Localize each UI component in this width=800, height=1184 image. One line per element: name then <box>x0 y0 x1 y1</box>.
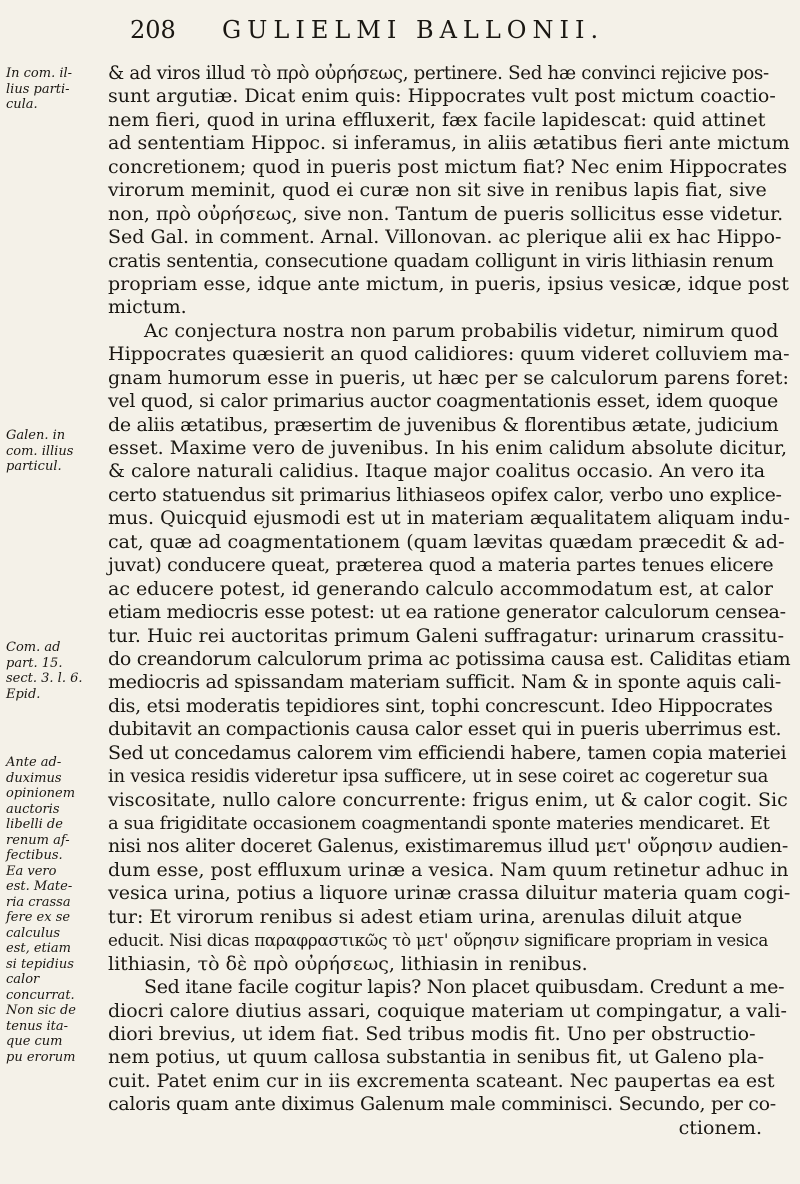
margin-note-line: concurrat. <box>6 987 75 1003</box>
text-line: vel quod, si calor primarius auctor coagmentationis esset, idem quoque <box>108 390 778 413</box>
margin-note-line: ria crassa <box>6 894 71 910</box>
text-line: nisi nos aliter doceret Galenus, existimaremus illud μετ' οὔρησιν audien- <box>108 835 788 858</box>
text-line: virorum meminit, quod ei curæ non sit sive in renibus lapis fiat, sive <box>108 179 767 202</box>
margin-note-line: fectibus. <box>6 848 63 863</box>
margin-note-line: est, etiam <box>6 941 72 956</box>
margin-note-line: lius parti- <box>6 81 70 97</box>
text-line: esset. Maxime vero de juvenibus. In his enim calidum absolute dicitur, <box>108 437 788 459</box>
text-line: propriam esse, idque ante mictum, in pueris, ipsius vesicæ, idque post <box>108 272 789 295</box>
margin-note-line: pu erorum <box>6 1049 76 1065</box>
text-line: de aliis ætatibus, præsertim de juvenibus & florentibus ætate, judicium <box>108 413 779 436</box>
text-line: dubitavit an compactionis causa calor esset qui in pueris uberrimus est. <box>108 718 782 741</box>
text-line: dum esse, post effluxum urinæ a vesica. Nam quum retinetur adhuc in <box>108 858 789 881</box>
running-head: GULIELMI BALLONII. <box>222 16 605 44</box>
margin-note <box>6 755 112 1065</box>
margin-note-line: calculus <box>6 925 61 941</box>
text-line: cuit. Patet enim cur in iis excrementa scateant. Nec paupertas ea est <box>108 1069 775 1092</box>
text-line: a sua frigiditate occasionem coagmentandi sponte materies mendicaret. Et <box>108 813 770 834</box>
text-line: non, πρὸ οὐρήσεως, sive non. Tantum de pueris sollicitus esse videtur. <box>108 202 784 225</box>
text-line: gnam humorum esse in pueris, ut hæc per se calculorum parens foret: <box>108 366 789 389</box>
margin-note-line: est. Mate- <box>6 879 73 894</box>
margin-note-line: Ea vero <box>6 863 57 879</box>
text-line: ad sententiam Hippoc. si inferamus, in aliis ætatibus fieri ante mictum <box>108 132 790 155</box>
margin-note-line: Epid. <box>6 686 41 702</box>
text-line: sunt argutiæ. Dicat enim quis: Hippocrates vult post mictum coactio- <box>108 85 776 108</box>
text-line: lithiasin, τὸ δὲ πρὸ οὐρήσεως, lithiasin in renibus. <box>108 952 588 975</box>
text-line: Sed itane facile cogitur lapis? Non placet quibusdam. Credunt a me- <box>144 976 785 999</box>
margin-note-line: Com. ad <box>6 640 61 655</box>
margin-note-line: part. 15. <box>6 655 63 671</box>
margin-note-line: tenus ita- <box>6 1018 68 1034</box>
margin-note-line: calor <box>6 972 40 987</box>
text-line: & calore naturali calidius. Itaque major coalitus occasio. An vero ita <box>108 460 766 483</box>
text-line: mus. Quicquid ejusmodi est ut in materiam æqualitatem aliquam indu- <box>108 507 790 530</box>
text-line: etiam mediocris esse potest: ut ea ratione generator calculorum censea- <box>108 601 786 624</box>
margin-note <box>6 640 112 702</box>
text-line: vesica urina, potius a liquore urinæ crassa diluitur materia quam cogi- <box>108 882 791 905</box>
text-line: tur: Et virorum renibus si adest etiam urina, arenulas diluit atque <box>108 905 743 928</box>
margin-note-line: com. illius <box>6 443 74 459</box>
page-header <box>130 14 780 46</box>
margin-note-line: In com. il- <box>6 66 73 81</box>
text-line: cat, quæ ad coagmentationem (quam lævitas quædam præcedit & ad- <box>108 530 785 553</box>
text-line: certo statuendus sit primarius lithiaseos opifex calor, verbo uno explice- <box>108 483 782 506</box>
margin-note <box>6 66 112 113</box>
margin-note-line: opinionem <box>6 786 76 801</box>
text-line: mediocris ad spissandam materiam sufficit. Nam & in sponte aquis cali- <box>108 671 781 694</box>
margin-note-line: Non sic de <box>6 1003 76 1018</box>
main-text <box>108 62 792 1140</box>
text-line: diocri calore diutius assari, coquique materiam ut compingatur, a vali- <box>108 999 787 1022</box>
text-line: tur. Huic rei auctoritas primum Galeni suffragatur: urinarum crassitu- <box>108 624 784 647</box>
text-line: ac educere potest, id generando calculo accommodatum est, at calor <box>108 577 773 600</box>
text-line: Sed ut concedamus calorem vim efficiendi habere, tamen copia materiei <box>108 741 787 764</box>
margin-note-line: que cum <box>6 1034 63 1049</box>
text-line: concretionem; quod in pueris post mictum fiat? Nec enim Hippocrates <box>108 155 788 178</box>
margin-note-line: si tepidius <box>6 956 74 972</box>
text-line: in vesica residis videretur ipsa sufficere, ut in sese coiret ac cogeretur sua <box>108 766 769 788</box>
text-line: dis, etsi moderatis tepidiores sint, tophi concrescunt. Ideo Hippocrates <box>108 694 773 717</box>
text-line: viscositate, nullo calore concurrente: frigus enim, ut & calor cogit. Sic <box>108 788 788 811</box>
margin-note-line: sect. 3. l. 6. <box>6 671 83 686</box>
margin-note-line: Galen. in <box>6 428 66 443</box>
margin-note-line: fere ex se <box>6 910 71 925</box>
margin-note-line: cula. <box>6 97 38 112</box>
margin-note-line: libelli de <box>6 817 63 832</box>
text-line: cratis sententia, consecutione quadam colligunt in viris lithiasin renum <box>108 249 774 272</box>
margin-note-line: auctoris <box>6 801 60 817</box>
text-line: & ad viros illud τὸ πρὸ οὐρήσεως, pertinere. Sed hæ convinci rejicive pos- <box>108 63 769 84</box>
text-line: educit. Nisi dicas παραφραστικῶς τὸ μετ' οὔρησιν significare propriam in vesica <box>108 930 769 951</box>
margin-note-line: renum af- <box>6 832 70 848</box>
page-number: 208 <box>130 16 176 44</box>
text-line: nem potius, ut quum callosa substantia in senibus fit, ut Galeno pla- <box>108 1046 765 1069</box>
text-line: nem fieri, quod in urina effluxerit, fæx facile lapidescat: quid attinet <box>108 108 766 131</box>
margin-note <box>6 428 112 475</box>
text-line: juvat) conducere queat, præterea quod a materia partes tenues elicere <box>108 554 774 577</box>
margin-note-line: Ante ad- <box>6 755 62 770</box>
text-line: mictum. <box>108 296 187 319</box>
text-line: do creandorum calculorum prima ac potissima causa est. Caliditas etiam <box>108 647 791 670</box>
margin-note-line: particul. <box>6 459 62 474</box>
text-line: Hippocrates quæsierit an quod calidiores: quum videret colluviem ma- <box>108 343 790 366</box>
text-line: ctionem. <box>678 1116 762 1139</box>
text-line: caloris quam ante diximus Galenum male comminisci. Secundo, per co- <box>108 1093 776 1116</box>
margin-note-line: duximus <box>6 770 62 786</box>
text-line: diori brevius, ut idem fiat. Sed tribus modis fit. Uno per obstructio- <box>108 1022 756 1045</box>
text-line: Ac conjectura nostra non parum probabilis videtur, nimirum quod <box>144 319 779 342</box>
text-line: Sed Gal. in comment. Arnal. Villonovan. ac plerique alii ex hac Hippo- <box>108 226 782 249</box>
